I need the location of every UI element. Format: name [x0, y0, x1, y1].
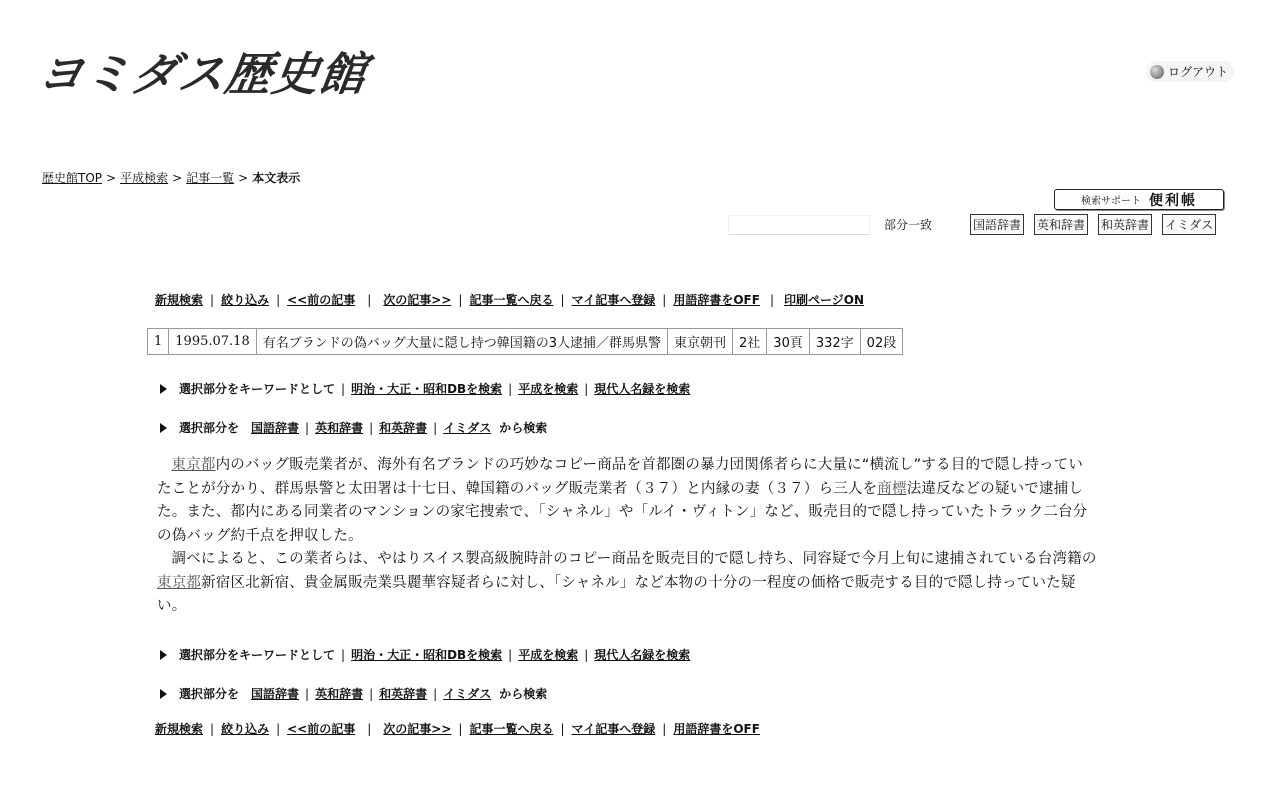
keyword-search-line-top: 選択部分をキーワードとして | 明治・大正・昭和DBを検索 | 平成を検索 | 現代人名録を検索	[160, 380, 690, 397]
search-support-small-label: 検索サポート	[1081, 196, 1141, 207]
article-chars: 332字	[809, 329, 860, 355]
next-article-link[interactable]: 次の記事>>	[383, 722, 452, 736]
table-row	[148, 329, 903, 355]
dict-link-eiwa[interactable]: 英和辞書	[315, 687, 364, 701]
dict-link-waei[interactable]: 和英辞書	[379, 421, 428, 435]
dict-search-line-top: 選択部分を 国語辞書 | 英和辞書 | 和英辞書 | イミダス から検索	[160, 419, 547, 436]
logout-icon	[1150, 65, 1164, 79]
yomidas-logo: ヨミダス歴史館	[33, 47, 371, 101]
breadcrumb-top[interactable]: 歴史館TOP	[42, 171, 103, 185]
article-paragraph: 東京都内のバッグ販売業者が、海外有名ブランドの巧妙なコピー商品を首都圏の暴力団関係者らに大量に“横流し”する目的で隠し持っていたことが分かり、群馬県警と太田署は十七日、韓国籍のバッグ販売業者（３７）と内縁の妻（３７）ら三人を商標法違反などの疑いで逮捕した。また、都内にある同業者のマンションの家宅捜索で、「シャネル」や「ルイ・ヴィトン」など、販売目的で隠し持っていたトラック二台分の偽バッグ約千点を押収した。	[157, 457, 1088, 544]
new-search-link[interactable]: 新規検索	[155, 293, 204, 307]
back-to-list-link[interactable]: 記事一覧へ戻る	[469, 722, 554, 736]
term-link-trademark[interactable]: 商標	[877, 480, 907, 497]
search-meiji-taisho-showa-link[interactable]: 明治・大正・昭和DBを検索	[351, 648, 503, 662]
search-person-directory-link[interactable]: 現代人名録を検索	[594, 648, 691, 662]
dict-link-eiwa[interactable]: 英和辞書	[315, 421, 364, 435]
dict-button-imidas[interactable]: イミダス	[1162, 214, 1216, 235]
triangle-right-icon	[160, 689, 167, 699]
logout-label: ログアウト	[1168, 65, 1229, 79]
dict-search-suffix: から検索	[499, 421, 548, 435]
prev-article-link[interactable]: <<前の記事	[287, 293, 356, 307]
article-page: 30頁	[767, 329, 810, 355]
breadcrumb: 歴史館TOP > 平成検索 > 記事一覧 > 本文表示	[42, 171, 301, 185]
breadcrumb-heisei-search[interactable]: 平成検索	[120, 171, 169, 185]
article-paragraph: 調べによると、この業者らは、やはりスイス製高級腕時計のコピー商品を販売目的で隠し持ち、同容疑で今月上旬に逮捕されている台湾籍の東京都新宿区北新宿、貴金属販売業呉麗華容疑者らに対し、「シャネル」など本物の十分の一程度の価格で販売する目的で隠し持っていた疑い。	[157, 551, 1097, 614]
triangle-right-icon	[160, 423, 167, 433]
breadcrumb-current: 本文表示	[252, 171, 301, 185]
dict-search-prefix: 選択部分を	[179, 421, 240, 435]
refine-link[interactable]: 絞り込み	[221, 293, 270, 307]
search-support-button[interactable]	[1054, 189, 1224, 210]
article-number: 1	[148, 329, 169, 355]
register-my-article-link[interactable]: マイ記事へ登録	[571, 722, 656, 736]
article-headline: 有名ブランドの偽バッグ大量に隠し持つ韓国籍の3人逮捕／群馬県警	[256, 329, 667, 355]
article-meta-table	[147, 328, 903, 355]
partial-match-label: 部分一致	[884, 218, 933, 232]
search-meiji-taisho-showa-link[interactable]: 明治・大正・昭和DBを検索	[351, 382, 503, 396]
triangle-right-icon	[160, 384, 167, 394]
dict-search-prefix: 選択部分を	[179, 687, 240, 701]
article-date: 1995.07.18	[169, 329, 256, 355]
article-body	[157, 454, 1097, 619]
toolbar-bottom: 新規検索 | 絞り込み | <<前の記事 | 次の記事>> | 記事一覧へ戻る | マイ記事へ登録 | 用語辞書をOFF	[155, 722, 760, 736]
toolbar-top: 新規検索 | 絞り込み | <<前の記事 | 次の記事>> | 記事一覧へ戻る | マイ記事へ登録 | 用語辞書をOFF | 印刷ページON	[155, 293, 865, 307]
article-section: 2社	[733, 329, 767, 355]
search-support-big-label: 便利帳	[1149, 192, 1197, 209]
article-edition: 東京朝刊	[668, 329, 733, 355]
term-link-tokyo[interactable]: 東京都	[171, 457, 216, 473]
print-page-link[interactable]: 印刷ページON	[784, 293, 865, 307]
search-heisei-link[interactable]: 平成を検索	[518, 648, 579, 662]
search-person-directory-link[interactable]: 現代人名録を検索	[594, 382, 691, 396]
refine-link[interactable]: 絞り込み	[221, 722, 270, 736]
dict-button-waei[interactable]: 和英辞書	[1098, 214, 1152, 235]
triangle-right-icon	[160, 650, 167, 660]
dict-search-line-bottom: 選択部分を 国語辞書 | 英和辞書 | 和英辞書 | イミダス から検索	[160, 685, 547, 702]
logout-button[interactable]	[1146, 61, 1234, 82]
dictionary-search-input[interactable]	[728, 215, 870, 235]
breadcrumb-article-list[interactable]: 記事一覧	[186, 171, 235, 185]
register-my-article-link[interactable]: マイ記事へ登録	[571, 293, 656, 307]
dict-link-imidas[interactable]: イミダス	[443, 421, 492, 435]
dict-button-eiwa[interactable]: 英和辞書	[1034, 214, 1088, 235]
dict-link-kokugo[interactable]: 国語辞書	[251, 687, 300, 701]
term-link-tokyo[interactable]: 東京都	[157, 574, 202, 591]
dict-link-imidas[interactable]: イミダス	[443, 687, 492, 701]
keyword-search-line-bottom: 選択部分をキーワードとして | 明治・大正・昭和DBを検索 | 平成を検索 | 現代人名録を検索	[160, 646, 690, 663]
keyword-search-prefix: 選択部分をキーワードとして	[179, 382, 336, 396]
glossary-off-link[interactable]: 用語辞書をOFF	[673, 293, 760, 307]
new-search-link[interactable]: 新規検索	[155, 722, 204, 736]
keyword-search-prefix: 選択部分をキーワードとして	[179, 648, 336, 662]
dictionary-search-row	[728, 214, 1216, 235]
dict-button-kokugo[interactable]: 国語辞書	[970, 214, 1024, 235]
dict-link-kokugo[interactable]: 国語辞書	[251, 421, 300, 435]
next-article-link[interactable]: 次の記事>>	[383, 293, 452, 307]
dict-search-suffix: から検索	[499, 687, 548, 701]
article-columns: 02段	[860, 329, 903, 355]
search-heisei-link[interactable]: 平成を検索	[518, 382, 579, 396]
back-to-list-link[interactable]: 記事一覧へ戻る	[469, 293, 554, 307]
prev-article-link[interactable]: <<前の記事	[287, 722, 356, 736]
dict-link-waei[interactable]: 和英辞書	[379, 687, 428, 701]
glossary-off-link[interactable]: 用語辞書をOFF	[673, 722, 760, 736]
